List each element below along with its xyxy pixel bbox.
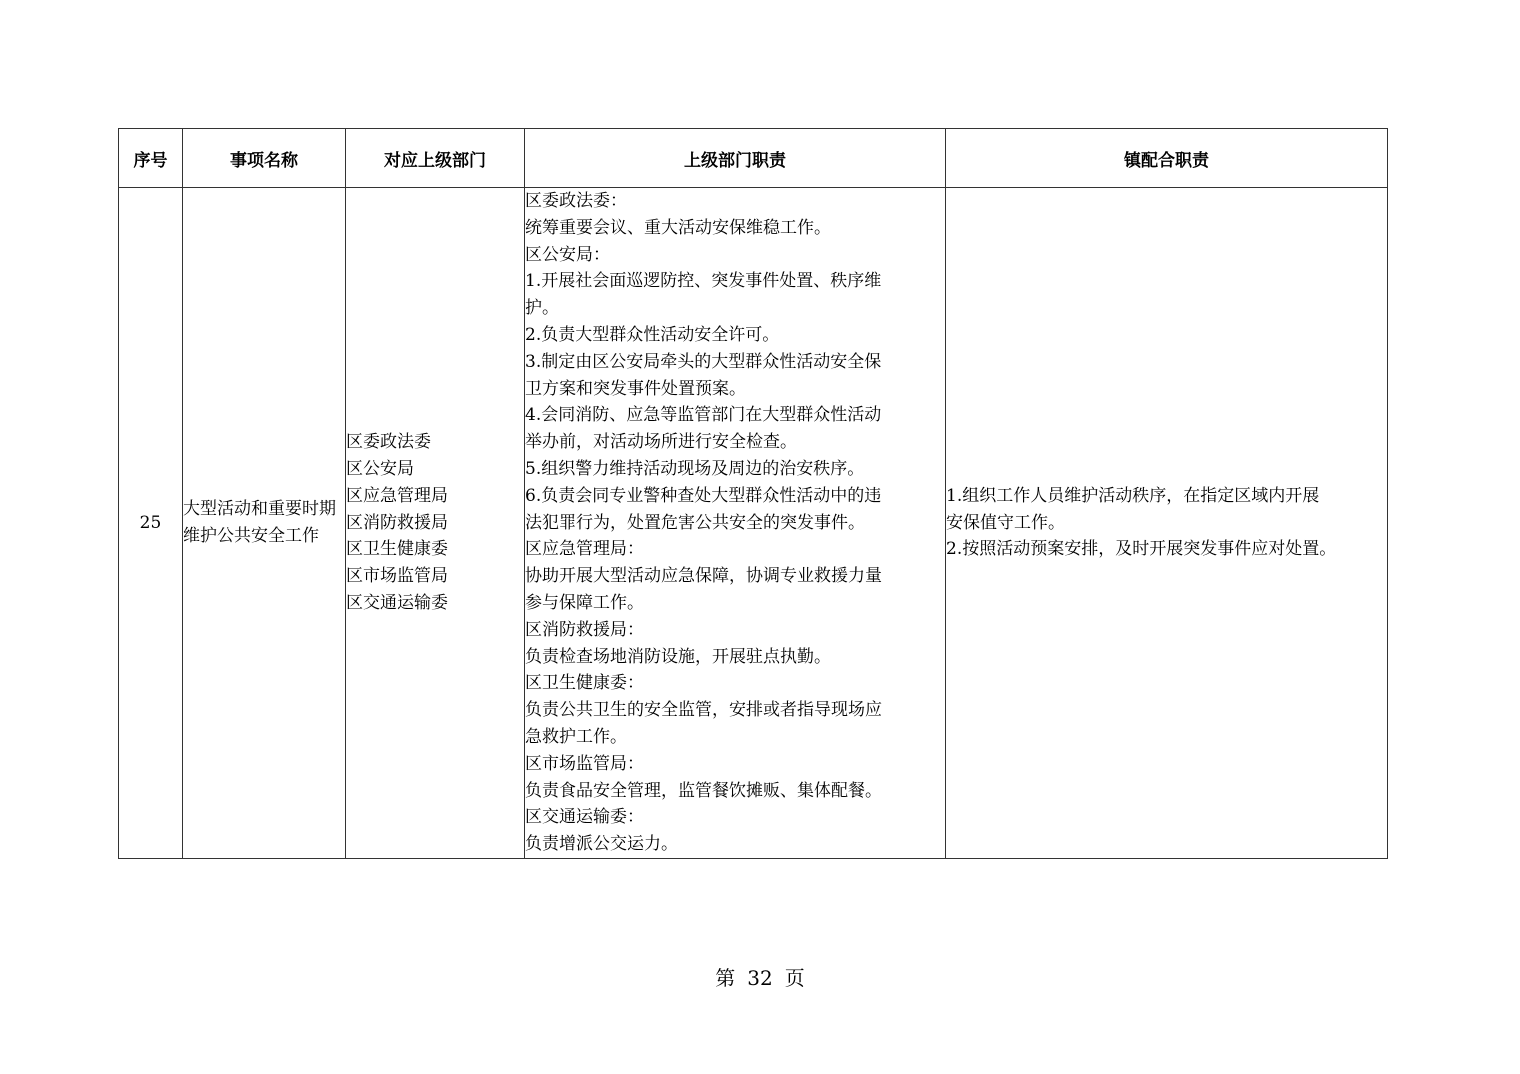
duty-line: 3.制定由区公安局牵头的大型群众性活动安全保: [525, 351, 882, 372]
superior-duties: [525, 188, 946, 859]
duty-line: 负责检查场地消防设施，开展驻点执勤。: [525, 646, 831, 667]
department-item: 区交通运输委: [346, 592, 448, 613]
town-duty-line: 安保值守工作。: [946, 512, 1065, 533]
duty-line: 6.负责会同专业警种查处大型群众性活动中的违: [525, 485, 882, 506]
duty-line: 负责增派公交运力。: [525, 834, 678, 855]
duty-line: 区市场监管局：: [525, 753, 644, 774]
duty-line: 区交通运输委：: [525, 807, 644, 828]
header-town-duties: 镇配合职责: [946, 129, 1388, 188]
duty-line: 参与保障工作。: [525, 592, 644, 613]
header-number: 序号: [119, 129, 183, 188]
duty-line: 5.组织警力维持活动现场及周边的治安秩序。: [525, 458, 865, 479]
page-prefix: 第: [715, 966, 736, 990]
duty-line: 举办前，对活动场所进行安全检查。: [525, 432, 797, 453]
department-item: 区应急管理局: [346, 485, 448, 506]
duty-line: 急救护工作。: [525, 726, 627, 747]
duty-line: 护。: [525, 298, 559, 319]
town-duty-line: 1.组织工作人员维护活动秩序，在指定区域内开展: [946, 485, 1320, 506]
page-footer: [0, 962, 1520, 991]
table-row: [119, 188, 1388, 859]
department-item: 区委政法委: [346, 432, 431, 453]
duty-line: 区公安局：: [525, 244, 610, 265]
department-item: 区消防救援局: [346, 512, 448, 533]
duty-line: 区委政法委：: [525, 191, 627, 211]
department-list: [346, 188, 525, 859]
duty-line: 区卫生健康委：: [525, 673, 644, 694]
duty-line: 区消防救援局：: [525, 619, 644, 640]
duty-line: 负责食品安全管理，监管餐饮摊贩、集体配餐。: [525, 780, 882, 801]
duty-line: 1.开展社会面巡逻防控、突发事件处置、秩序维: [525, 271, 882, 292]
duty-line: 统筹重要会议、重大活动安保维稳工作。: [525, 217, 831, 238]
department-item: 区市场监管局: [346, 566, 448, 587]
item-name: 大型活动和重要时期维护公共安全工作: [183, 188, 346, 859]
page-suffix: 页: [784, 966, 805, 990]
table-header-row: [119, 129, 1388, 188]
duty-line: 卫方案和突发事件处置预案。: [525, 378, 746, 399]
duty-line: 区应急管理局：: [525, 539, 644, 560]
town-duties: [946, 188, 1388, 859]
duty-line: 2.负责大型群众性活动安全许可。: [525, 324, 780, 345]
page-number: 32: [747, 966, 773, 990]
duty-line: 协助开展大型活动应急保障，协调专业救援力量: [525, 566, 882, 587]
duty-line: 4.会同消防、应急等监管部门在大型群众性活动: [525, 405, 882, 426]
department-item: 区卫生健康委: [346, 539, 448, 560]
duty-line: 负责公共卫生的安全监管，安排或者指导现场应: [525, 700, 882, 721]
row-number: 25: [119, 188, 183, 859]
responsibility-table: [118, 128, 1388, 859]
town-duty-line: 2.按照活动预案安排，及时开展突发事件应对处置。: [946, 539, 1337, 560]
header-superior-department: 对应上级部门: [346, 129, 525, 188]
header-item-name: 事项名称: [183, 129, 346, 188]
department-item: 区公安局: [346, 458, 414, 479]
duty-line: 法犯罪行为，处置危害公共安全的突发事件。: [525, 512, 865, 533]
header-superior-duties: 上级部门职责: [525, 129, 946, 188]
